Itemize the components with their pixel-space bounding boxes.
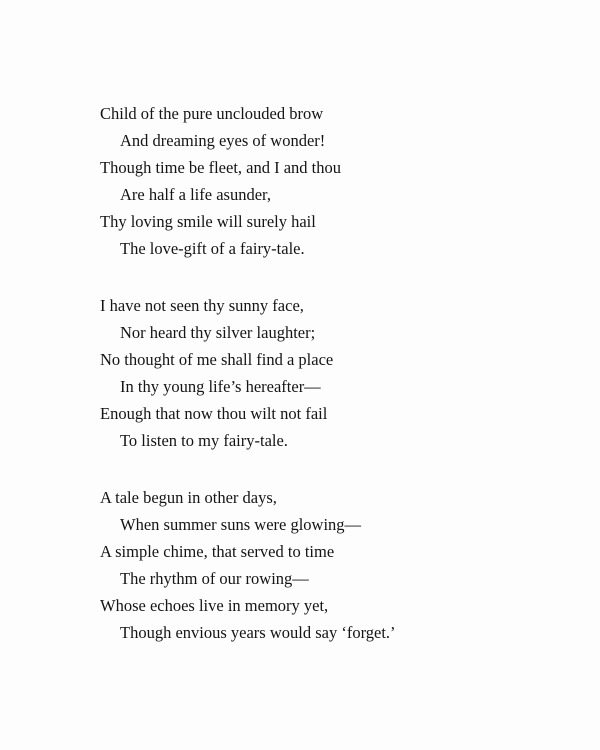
stanza-2 <box>100 292 560 454</box>
poem-line: In thy young life’s hereafter— <box>120 377 321 396</box>
poem-line: Child of the pure unclouded brow <box>100 104 324 123</box>
stanza-3 <box>100 484 560 646</box>
poem-line: Enough that now thou wilt not fail <box>100 404 328 423</box>
poem-line: Thy loving smile will surely hail <box>100 212 316 231</box>
poem <box>100 100 560 676</box>
poem-line: No thought of me shall find a place <box>100 350 334 369</box>
poem-line: To listen to my fairy-tale. <box>120 431 288 450</box>
poem-line: A tale begun in other days, <box>100 488 277 507</box>
poem-line: A simple chime, that served to time <box>100 542 335 561</box>
poem-line: I have not seen thy sunny face, <box>100 296 304 315</box>
poem-line: When summer suns were glowing— <box>120 515 362 534</box>
stanza-1 <box>100 100 560 262</box>
poem-line: Whose echoes live in memory yet, <box>100 596 329 615</box>
poem-line: Though envious years would say ‘forget.’ <box>120 623 396 642</box>
poem-line: And dreaming eyes of wonder! <box>120 131 326 150</box>
poem-line: The rhythm of our rowing— <box>120 569 309 588</box>
poem-line: Are half a life asunder, <box>120 185 271 204</box>
poem-line: Nor heard thy silver laughter; <box>120 323 316 342</box>
poem-line: Though time be fleet, and I and thou <box>100 158 342 177</box>
poem-line: The love-gift of a fairy-tale. <box>120 239 305 258</box>
